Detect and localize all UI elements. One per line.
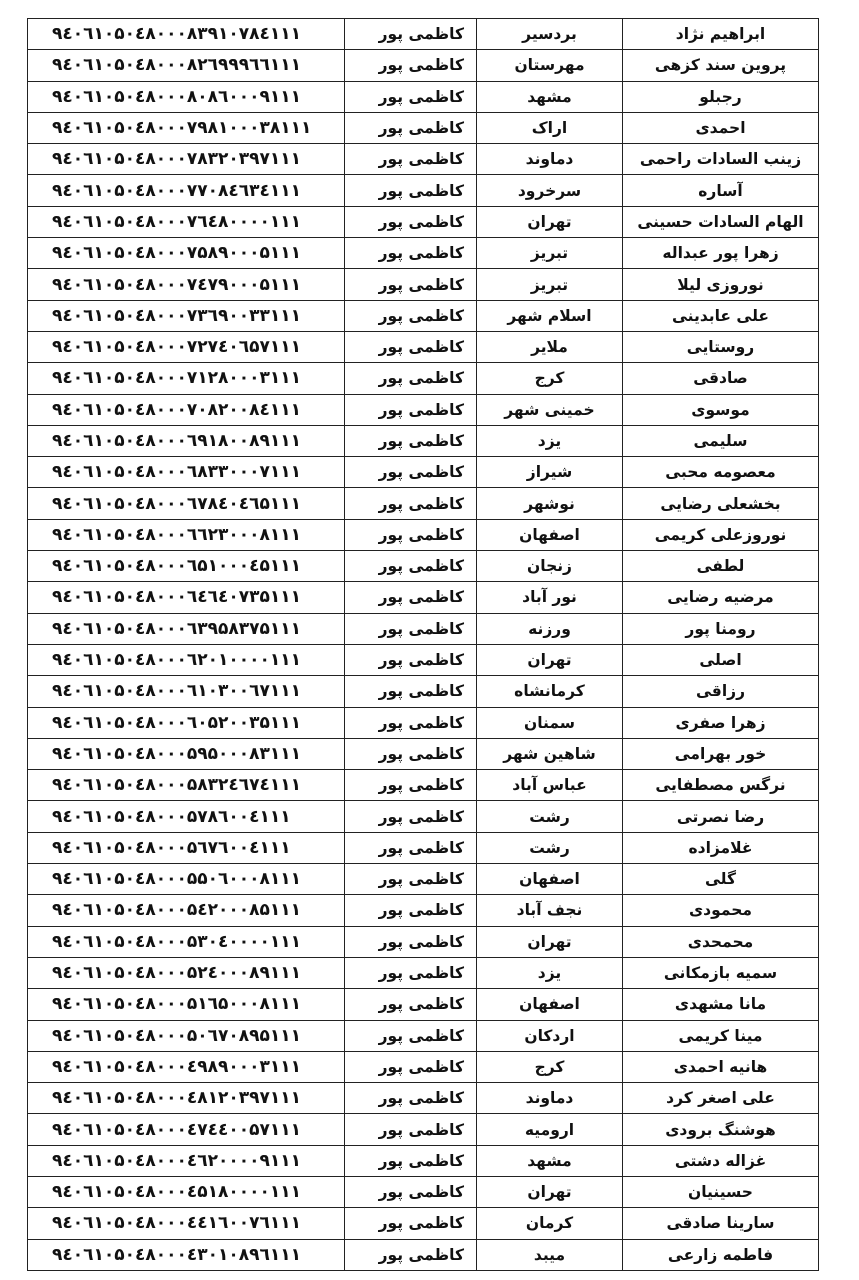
city-cell: عباس آباد xyxy=(477,770,623,801)
city-cell: رشت xyxy=(477,801,623,832)
name-cell: زهرا صفری xyxy=(623,707,819,738)
surname-cell: کاظمی پور xyxy=(345,1051,477,1082)
table-row xyxy=(28,989,819,1020)
tracking-number-cell: ۹٤۰٦۱۰۵۰٤۸۰۰۰۷۷۰۸٤٦۳٤۱۱۱ xyxy=(28,175,345,206)
table-row xyxy=(28,1051,819,1082)
tracking-number-cell: ۹٤۰٦۱۰۵۰٤۸۰۰۰۷۹۸۱۰۰۰۳۸۱۱۱ xyxy=(28,112,345,143)
table-row xyxy=(28,331,819,362)
name-cell: نرگس مصطفایی xyxy=(623,770,819,801)
surname-cell: کاظمی پور xyxy=(345,801,477,832)
surname-cell: کاظمی پور xyxy=(345,644,477,675)
table-row xyxy=(28,175,819,206)
surname-cell: کاظمی پور xyxy=(345,707,477,738)
tracking-number-cell: ۹٤۰٦۱۰۵۰٤۸۰۰۰۷۸۳۲۰۳۹۷۱۱۱ xyxy=(28,144,345,175)
city-cell: اراک xyxy=(477,112,623,143)
table-row xyxy=(28,206,819,237)
tracking-number-cell: ۹٤۰٦۱۰۵۰٤۸۰۰۰٦۵۱۰۰۰٤۵۱۱۱ xyxy=(28,551,345,582)
surname-cell: کاظمی پور xyxy=(345,488,477,519)
table-row xyxy=(28,613,819,644)
tracking-number-cell: ۹٤۰٦۱۰۵۰٤۸۰۰۰۷۲۷٤۰٦۵۷۱۱۱ xyxy=(28,331,345,362)
surname-cell: کاظمی پور xyxy=(345,425,477,456)
surname-cell: کاظمی پور xyxy=(345,551,477,582)
city-cell: تبریز xyxy=(477,238,623,269)
city-cell: سرخرود xyxy=(477,175,623,206)
name-cell: رضا نصرتی xyxy=(623,801,819,832)
name-cell: نوروزعلی کریمی xyxy=(623,519,819,550)
tracking-number-cell: ۹٤۰٦۱۰۵۰٤۸۰۰۰۵۱٦۵۰۰۰۸۱۱۱ xyxy=(28,989,345,1020)
surname-cell: کاظمی پور xyxy=(345,1020,477,1051)
records-table-body xyxy=(28,19,819,1271)
table-row xyxy=(28,238,819,269)
surname-cell: کاظمی پور xyxy=(345,519,477,550)
table-row xyxy=(28,50,819,81)
tracking-number-cell: ۹٤۰٦۱۰۵۰٤۸۰۰۰٤۸۱۲۰۳۹۷۱۱۱ xyxy=(28,1083,345,1114)
table-row xyxy=(28,957,819,988)
surname-cell: کاظمی پور xyxy=(345,112,477,143)
surname-cell: کاظمی پور xyxy=(345,957,477,988)
surname-cell: کاظمی پور xyxy=(345,1176,477,1207)
name-cell: هانیه احمدی xyxy=(623,1051,819,1082)
surname-cell: کاظمی پور xyxy=(345,1239,477,1270)
tracking-number-cell: ۹٤۰٦۱۰۵۰٤۸۰۰۰۷۵۸۹۰۰۰۵۱۱۱ xyxy=(28,238,345,269)
name-cell: علی عابدینی xyxy=(623,300,819,331)
table-row xyxy=(28,1083,819,1114)
name-cell: زینب السادات راحمی xyxy=(623,144,819,175)
city-cell: تهران xyxy=(477,206,623,237)
table-row xyxy=(28,644,819,675)
surname-cell: کاظمی پور xyxy=(345,1114,477,1145)
city-cell: اصفهان xyxy=(477,519,623,550)
name-cell: مینا کریمی xyxy=(623,1020,819,1051)
table-row xyxy=(28,1020,819,1051)
tracking-number-cell: ۹٤۰٦۱۰۵۰٤۸۰۰۰٦۸۳۳۰۰۰۷۱۱۱ xyxy=(28,457,345,488)
city-cell: تهران xyxy=(477,926,623,957)
city-cell: بردسیر xyxy=(477,19,623,50)
city-cell: تهران xyxy=(477,644,623,675)
table-row xyxy=(28,770,819,801)
name-cell: سمیه بازمکانی xyxy=(623,957,819,988)
city-cell: میبد xyxy=(477,1239,623,1270)
tracking-number-cell: ۹٤۰٦۱۰۵۰٤۸۰۰۰٦٤٦٤۰۷۳۵۱۱۱ xyxy=(28,582,345,613)
surname-cell: کاظمی پور xyxy=(345,331,477,362)
name-cell: احمدی xyxy=(623,112,819,143)
name-cell: رومنا پور xyxy=(623,613,819,644)
city-cell: اصفهان xyxy=(477,864,623,895)
tracking-number-cell: ۹٤۰٦۱۰۵۰٤۸۰۰۰۵۵۰٦۰۰۰۸۱۱۱ xyxy=(28,864,345,895)
table-row xyxy=(28,144,819,175)
table-row xyxy=(28,394,819,425)
name-cell: ابراهیم نژاد xyxy=(623,19,819,50)
tracking-number-cell: ۹٤۰٦۱۰۵۰٤۸۰۰۰۵۲٤۰۰۰۸۹۱۱۱ xyxy=(28,957,345,988)
tracking-number-cell: ۹٤۰٦۱۰۵۰٤۸۰۰۰۵۸۳۲٤٦۷٤۱۱۱ xyxy=(28,770,345,801)
surname-cell: کاظمی پور xyxy=(345,864,477,895)
name-cell: سارینا صادقی xyxy=(623,1208,819,1239)
tracking-number-cell: ۹٤۰٦۱۰۵۰٤۸۰۰۰٦۳۹۵۸۳۷۵۱۱۱ xyxy=(28,613,345,644)
table-row xyxy=(28,864,819,895)
name-cell: صادقی xyxy=(623,363,819,394)
surname-cell: کاظمی پور xyxy=(345,613,477,644)
tracking-number-cell: ۹٤۰٦۱۰۵۰٤۸۰۰۰۷۰۸۲۰۰۸٤۱۱۱ xyxy=(28,394,345,425)
surname-cell: کاظمی پور xyxy=(345,989,477,1020)
tracking-number-cell: ۹٤۰٦۱۰۵۰٤۸۰۰۰۵۳۰٤۰۰۰۰۱۱۱ xyxy=(28,926,345,957)
city-cell: خمینی شهر xyxy=(477,394,623,425)
city-cell: ارومیه xyxy=(477,1114,623,1145)
table-row xyxy=(28,488,819,519)
city-cell: نجف آباد xyxy=(477,895,623,926)
tracking-number-cell: ۹٤۰٦۱۰۵۰٤۸۰۰۰٤۷٤٤۰۰۵۷۱۱۱ xyxy=(28,1114,345,1145)
tracking-number-cell: ۹٤۰٦۱۰۵۰٤۸۰۰۰۵٤۲۰۰۰۸۵۱۱۱ xyxy=(28,895,345,926)
table-row xyxy=(28,707,819,738)
tracking-number-cell: ۹٤۰٦۱۰۵۰٤۸۰۰۰٦۹۱۸۰۰۸۹۱۱۱ xyxy=(28,425,345,456)
table-row xyxy=(28,1145,819,1176)
tracking-number-cell: ۹٤۰٦۱۰۵۰٤۸۰۰۰٤۹۸۹۰۰۰۳۱۱۱ xyxy=(28,1051,345,1082)
table-row xyxy=(28,519,819,550)
records-table xyxy=(27,18,819,1271)
tracking-number-cell: ۹٤۰٦۱۰۵۰٤۸۰۰۰٤٦۲۰۰۰۰۹۱۱۱ xyxy=(28,1145,345,1176)
surname-cell: کاظمی پور xyxy=(345,238,477,269)
name-cell: موسوی xyxy=(623,394,819,425)
city-cell: نوشهر xyxy=(477,488,623,519)
table-row xyxy=(28,801,819,832)
name-cell: غزاله دشتی xyxy=(623,1145,819,1176)
tracking-number-cell: ۹٤۰٦۱۰۵۰٤۸۰۰۰۷۱۲۸۰۰۰۳۱۱۱ xyxy=(28,363,345,394)
surname-cell: کاظمی پور xyxy=(345,676,477,707)
surname-cell: کاظمی پور xyxy=(345,19,477,50)
name-cell: گلی xyxy=(623,864,819,895)
name-cell: حسینیان xyxy=(623,1176,819,1207)
surname-cell: کاظمی پور xyxy=(345,457,477,488)
name-cell: نوروزی لیلا xyxy=(623,269,819,300)
city-cell: کرج xyxy=(477,1051,623,1082)
table-row xyxy=(28,832,819,863)
name-cell: رجبلو xyxy=(623,81,819,112)
city-cell: سمنان xyxy=(477,707,623,738)
records-sheet xyxy=(27,18,819,1271)
table-row xyxy=(28,19,819,50)
tracking-number-cell: ۹٤۰٦۱۰۵۰٤۸۰۰۰٤٤۱٦۰۰۷٦۱۱۱ xyxy=(28,1208,345,1239)
surname-cell: کاظمی پور xyxy=(345,770,477,801)
tracking-number-cell: ۹٤۰٦۱۰۵۰٤۸۰۰۰۸۰۸٦۰۰۰۹۱۱۱ xyxy=(28,81,345,112)
city-cell: شیراز xyxy=(477,457,623,488)
surname-cell: کاظمی پور xyxy=(345,81,477,112)
tracking-number-cell: ۹٤۰٦۱۰۵۰٤۸۰۰۰۷۳٦۹۰۰۳۳۱۱۱ xyxy=(28,300,345,331)
city-cell: شاهین شهر xyxy=(477,738,623,769)
city-cell: تهران xyxy=(477,1176,623,1207)
name-cell: لطفی xyxy=(623,551,819,582)
name-cell: غلامزاده xyxy=(623,832,819,863)
surname-cell: کاظمی پور xyxy=(345,738,477,769)
tracking-number-cell: ۹٤۰٦۱۰۵۰٤۸۰۰۰۵٦۷٦۰۰٤۱۱۱ xyxy=(28,832,345,863)
city-cell: دماوند xyxy=(477,144,623,175)
tracking-number-cell: ۹٤۰٦۱۰۵۰٤۸۰۰۰۷٦٤۸۰۰۰۰۱۱۱ xyxy=(28,206,345,237)
surname-cell: کاظمی پور xyxy=(345,300,477,331)
table-row xyxy=(28,1114,819,1145)
surname-cell: کاظمی پور xyxy=(345,1145,477,1176)
table-row xyxy=(28,1208,819,1239)
tracking-number-cell: ۹٤۰٦۱۰۵۰٤۸۰۰۰٦۲۰۱۰۰۰۰۱۱۱ xyxy=(28,644,345,675)
name-cell: زهرا پور عبداله xyxy=(623,238,819,269)
city-cell: یزد xyxy=(477,425,623,456)
surname-cell: کاظمی پور xyxy=(345,832,477,863)
table-row xyxy=(28,551,819,582)
table-row xyxy=(28,738,819,769)
name-cell: خور بهرامی xyxy=(623,738,819,769)
city-cell: مشهد xyxy=(477,1145,623,1176)
table-row xyxy=(28,1239,819,1270)
table-row xyxy=(28,1176,819,1207)
name-cell: مانا مشهدی xyxy=(623,989,819,1020)
surname-cell: کاظمی پور xyxy=(345,206,477,237)
surname-cell: کاظمی پور xyxy=(345,1208,477,1239)
table-row xyxy=(28,457,819,488)
tracking-number-cell: ۹٤۰٦۱۰۵۰٤۸۰۰۰۸۳۹۱۰۷۸٤۱۱۱ xyxy=(28,19,345,50)
surname-cell: کاظمی پور xyxy=(345,582,477,613)
table-row xyxy=(28,425,819,456)
table-row xyxy=(28,112,819,143)
surname-cell: کاظمی پور xyxy=(345,1083,477,1114)
table-row xyxy=(28,676,819,707)
table-row xyxy=(28,363,819,394)
city-cell: کرج xyxy=(477,363,623,394)
tracking-number-cell: ۹٤۰٦۱۰۵۰٤۸۰۰۰۵۹۵۰۰۰۸۳۱۱۱ xyxy=(28,738,345,769)
tracking-number-cell: ۹٤۰٦۱۰۵۰٤۸۰۰۰٤۵۱۸۰۰۰۰۱۱۱ xyxy=(28,1176,345,1207)
name-cell: پروین سند کزهی xyxy=(623,50,819,81)
city-cell: مهرستان xyxy=(477,50,623,81)
surname-cell: کاظمی پور xyxy=(345,144,477,175)
tracking-number-cell: ۹٤۰٦۱۰۵۰٤۸۰۰۰٦٦۲۳۰۰۰۸۱۱۱ xyxy=(28,519,345,550)
city-cell: مشهد xyxy=(477,81,623,112)
table-row xyxy=(28,926,819,957)
city-cell: کرمانشاه xyxy=(477,676,623,707)
surname-cell: کاظمی پور xyxy=(345,895,477,926)
surname-cell: کاظمی پور xyxy=(345,175,477,206)
tracking-number-cell: ۹٤۰٦۱۰۵۰٤۸۰۰۰۷٤۷۹۰۰۰۵۱۱۱ xyxy=(28,269,345,300)
city-cell: ملایر xyxy=(477,331,623,362)
table-row xyxy=(28,895,819,926)
city-cell: نور آباد xyxy=(477,582,623,613)
city-cell: تبریز xyxy=(477,269,623,300)
name-cell: محمحدی xyxy=(623,926,819,957)
city-cell: زنجان xyxy=(477,551,623,582)
name-cell: سلیمی xyxy=(623,425,819,456)
name-cell: هوشنگ برودی xyxy=(623,1114,819,1145)
tracking-number-cell: ۹٤۰٦۱۰۵۰٤۸۰۰۰۵۰٦۷۰۸۹۵۱۱۱ xyxy=(28,1020,345,1051)
name-cell: آساره xyxy=(623,175,819,206)
name-cell: رزاقی xyxy=(623,676,819,707)
table-row xyxy=(28,300,819,331)
tracking-number-cell: ۹٤۰٦۱۰۵۰٤۸۰۰۰٦۷۸٤۰٤٦۵۱۱۱ xyxy=(28,488,345,519)
name-cell: بخشعلی رضایی xyxy=(623,488,819,519)
name-cell: اصلی xyxy=(623,644,819,675)
name-cell: علی اصغر کرد xyxy=(623,1083,819,1114)
name-cell: محمودی xyxy=(623,895,819,926)
tracking-number-cell: ۹٤۰٦۱۰۵۰٤۸۰۰۰۵۷۸٦۰۰٤۱۱۱ xyxy=(28,801,345,832)
table-row xyxy=(28,269,819,300)
surname-cell: کاظمی پور xyxy=(345,394,477,425)
city-cell: اصفهان xyxy=(477,989,623,1020)
name-cell: روستایی xyxy=(623,331,819,362)
surname-cell: کاظمی پور xyxy=(345,926,477,957)
tracking-number-cell: ۹٤۰٦۱۰۵۰٤۸۰۰۰٦۱۰۳۰۰٦۷۱۱۱ xyxy=(28,676,345,707)
name-cell: الهام السادات حسینی xyxy=(623,206,819,237)
city-cell: کرمان xyxy=(477,1208,623,1239)
city-cell: دماوند xyxy=(477,1083,623,1114)
table-row xyxy=(28,81,819,112)
name-cell: مرضیه رضایی xyxy=(623,582,819,613)
surname-cell: کاظمی پور xyxy=(345,50,477,81)
city-cell: رشت xyxy=(477,832,623,863)
city-cell: ورزنه xyxy=(477,613,623,644)
surname-cell: کاظمی پور xyxy=(345,269,477,300)
city-cell: اسلام شهر xyxy=(477,300,623,331)
table-row xyxy=(28,582,819,613)
name-cell: فاطمه زارعی xyxy=(623,1239,819,1270)
surname-cell: کاظمی پور xyxy=(345,363,477,394)
name-cell: معصومه محبی xyxy=(623,457,819,488)
city-cell: یزد xyxy=(477,957,623,988)
tracking-number-cell: ۹٤۰٦۱۰۵۰٤۸۰۰۰۸۲٦۹۹۹٦٦۱۱۱ xyxy=(28,50,345,81)
tracking-number-cell: ۹٤۰٦۱۰۵۰٤۸۰۰۰٤۳۰۱۰۸۹٦۱۱۱ xyxy=(28,1239,345,1270)
city-cell: اردکان xyxy=(477,1020,623,1051)
tracking-number-cell: ۹٤۰٦۱۰۵۰٤۸۰۰۰٦۰۵۲۰۰۳۵۱۱۱ xyxy=(28,707,345,738)
